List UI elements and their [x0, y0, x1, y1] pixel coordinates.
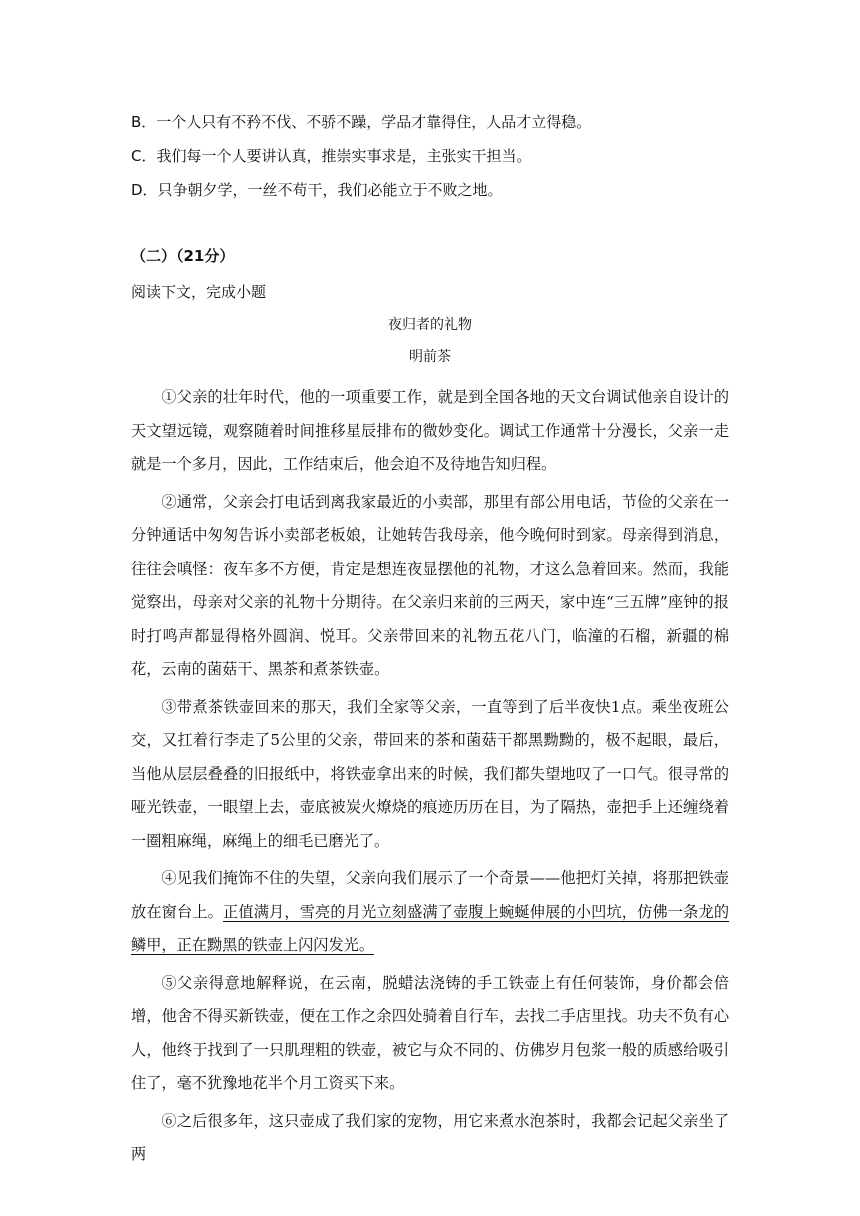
option-b: B．一个人只有不矜不伐、不骄不躁，学品才靠得住，人品才立得稳。: [131, 113, 592, 131]
section-heading: （二）（21分）: [131, 247, 235, 265]
paragraph-2: ②通常，父亲会打电话到离我家最近的小卖部，那里有部公用电话，节俭的父亲在一分钟通话中匆匆告诉小卖部老板娘，让她转告我母亲，他今晚何时到家。母亲得到消息，往往会嗔怪：夜车多不方便，肯定是想连夜显摆他的礼物，才这么急着回来。然而，我能觉察出，母亲对父亲的礼物十分期待。在父亲归来前的三两天，家中连“三五牌”座钟的报时打鸣声都显得格外圆润、悦耳。父亲带回来的礼物五花八门，临潼的石榴，新疆的棉花，云南的菌菇干、黑茶和煮茶铁壶。: [131, 492, 729, 678]
paragraph-6: ⑥之后很多年，这只壶成了我们家的宠物，用它来煮水泡茶时，我都会记起父亲坐了两: [131, 1111, 729, 1163]
option-d: D．只争朝夕学，一丝不苟干，我们必能立于不败之地。: [131, 181, 503, 199]
paragraph-3: ③带煮茶铁壶回来的那天，我们全家等父亲，一直等到了后半夜快1点。乘坐夜班公交，又扛着行李走了5公里的父亲，带回来的茶和菌菇干都黑黝黝的，极不起眼，最后，当他从层层叠叠的旧报纸中，将铁壶拿出来的时候，我们都失望地叹了一口气。很寻常的哑光铁壶，一眼望上去，壶底被炭火燎烧的痕迹历历在目，为了隔热，壶把手上还缠绕着一圈粗麻绳，麻绳上的细毛已磨光了。: [131, 697, 729, 850]
paragraph-1: ①父亲的壮年时代，他的一项重要工作，就是到全国各地的天文台调试他亲自设计的天文望远镜，观察随着时间推移星辰排布的微妙变化。调试工作通常十分漫长，父亲一走就是一个多月，因此，工作结束后，他会迫不及待地告知归程。: [131, 388, 729, 473]
reading-instruction: 阅读下文，完成小题: [131, 283, 267, 301]
paragraph-5: ⑤父亲得意地解释说，在云南，脱蜡法浇铸的手工铁壶上有任何装饰，身价都会倍增，他舍不得买新铁壶，便在工作之余四处骑着自行车，去找二手店里找。功夫不负有心人，他终于找到了一只肌理粗的铁壶，被它与众不同的、仿佛岁月包浆一般的质感给吸引住了，毫不犹豫地花半个月工资买下来。: [131, 973, 729, 1092]
option-c: C．我们每一个人要讲认真，推崇实事求是，主张实干担当。: [131, 147, 532, 165]
article-body: [131, 381, 729, 1176]
article-title: 夜归者的礼物: [388, 317, 472, 333]
paragraph-4: [131, 862, 729, 963]
underlined-sentence: 正值满月，雪亮的月光立刻盛满了壶腹上蜿蜒伸展的小凹坑，仿佛一条龙的鳞甲，正在黝黑的铁壶上闪闪发光。: [131, 902, 730, 954]
paragraph-4-text: ④见我们掩饰不住的失望，父亲向我们展示了一个奇景——他把灯关掉，将那把铁壶放在窗台上。: [131, 869, 729, 921]
article-author: 明前茶: [409, 349, 451, 365]
